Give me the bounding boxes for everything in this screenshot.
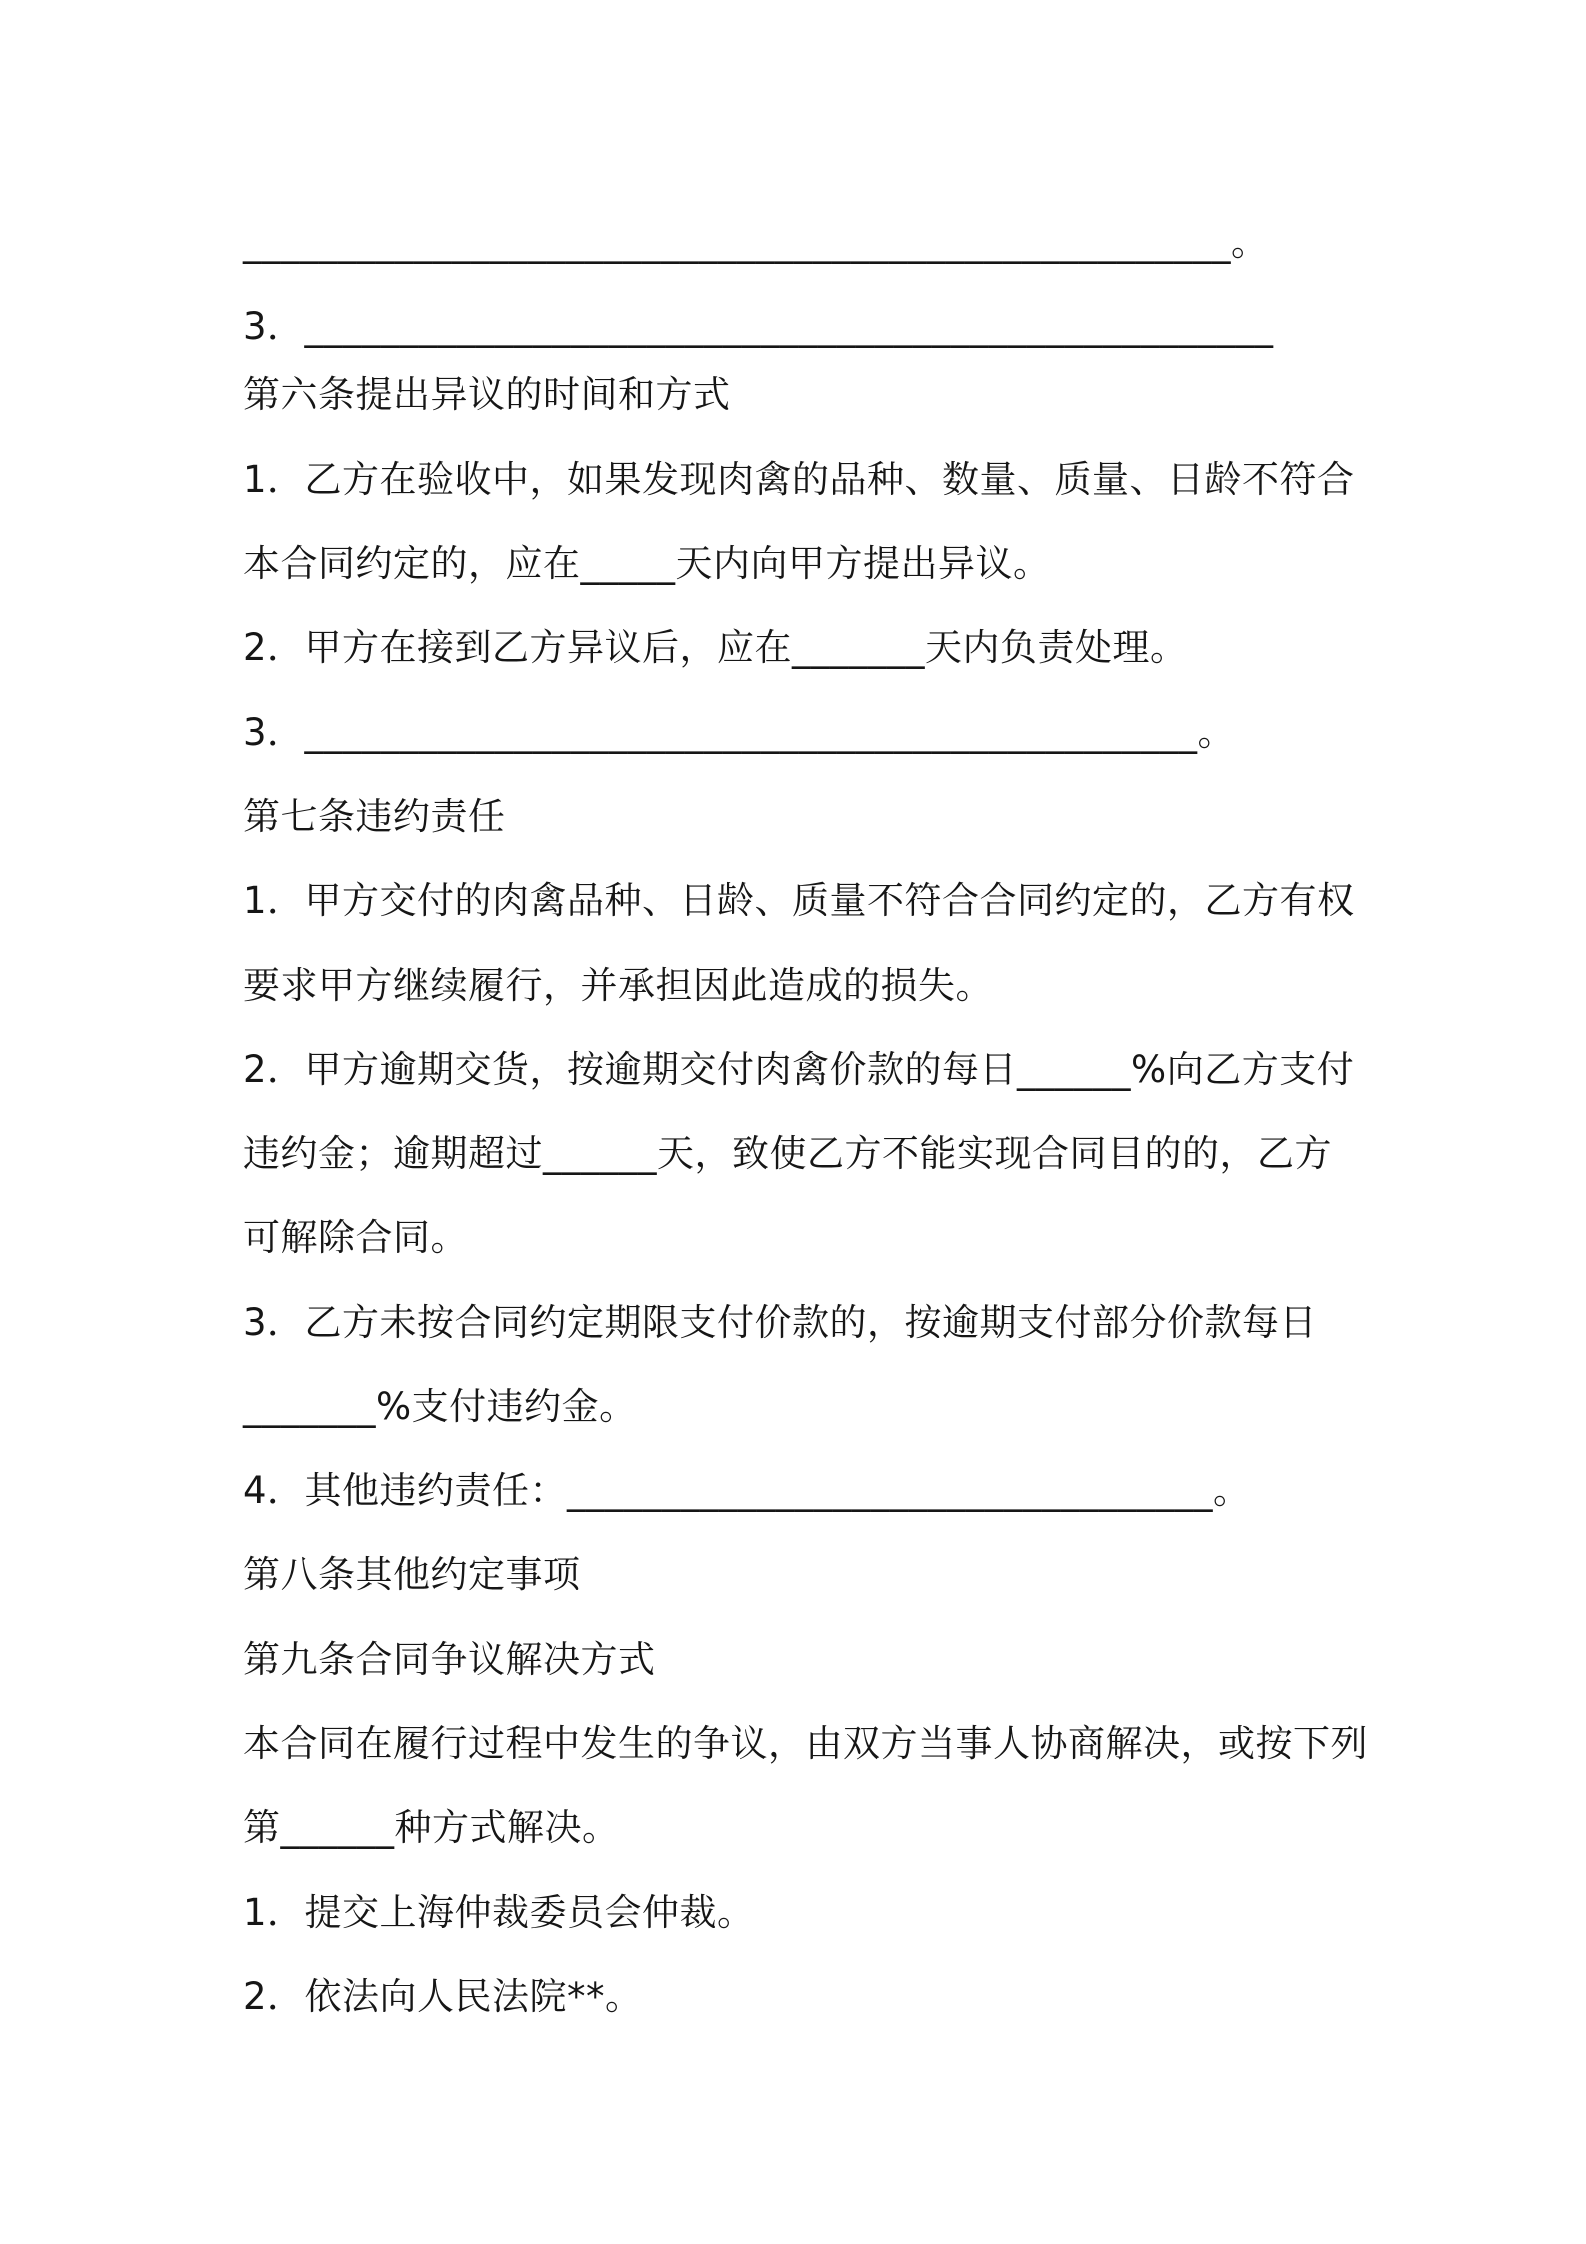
- article-6-item-2: 2．甲方在接到乙方异议后，应在_______天内负责处理。: [243, 626, 1188, 669]
- article-8-heading: 第八条其他约定事项: [243, 1553, 581, 1596]
- article-7-item-2-line-2: 违约金；逾期超过______天，致使乙方不能实现合同目的的，乙方: [243, 1132, 1332, 1175]
- article-7-item-1-line-2: 要求甲方继续履行，并承担因此造成的损失。: [243, 964, 993, 1007]
- article-6-item-1-line-2: 本合同约定的，应在_____天内向甲方提出异议。: [243, 542, 1051, 585]
- article-7-item-2-line-1: 2．甲方逾期交货，按逾期交付肉禽价款的每日______%向乙方支付: [243, 1048, 1355, 1091]
- blank-line-continuation: ____________________________________________________。: [243, 221, 1269, 264]
- article-7-item-2-line-3: 可解除合同。: [243, 1216, 468, 1259]
- article-7-heading: 第七条违约责任: [243, 795, 506, 838]
- article-9-option-1: 1．提交上海仲裁委员会仲裁。: [243, 1891, 755, 1934]
- article-6-heading: 第六条提出异议的时间和方式: [243, 373, 731, 416]
- article-7-item-3-line-2: _______%支付违约金。: [243, 1385, 637, 1428]
- article-9-option-2: 2．依法向人民法院**。: [243, 1975, 643, 2018]
- article-7-item-1-line-1: 1．甲方交付的肉禽品种、日龄、质量不符合合同约定的，乙方有权: [243, 879, 1355, 922]
- article-9-body-line-1: 本合同在履行过程中发生的争议，由双方当事人协商解决，或按下列: [243, 1722, 1368, 1765]
- article-9-body-line-2: 第______种方式解决。: [243, 1806, 620, 1849]
- article-6-item-3: 3．_______________________________________________。: [243, 711, 1236, 754]
- article-6-item-1-line-1: 1．乙方在验收中，如果发现肉禽的品种、数量、质量、日龄不符合: [243, 458, 1355, 501]
- clause-5-item-3: 3．___________________________________________________: [243, 305, 1274, 348]
- article-7-item-3-line-1: 3．乙方未按合同约定期限支付价款的，按逾期支付部分价款每日: [243, 1301, 1318, 1344]
- article-7-item-4: 4．其他违约责任：__________________________________。: [243, 1469, 1251, 1512]
- article-9-heading: 第九条合同争议解决方式: [243, 1638, 656, 1681]
